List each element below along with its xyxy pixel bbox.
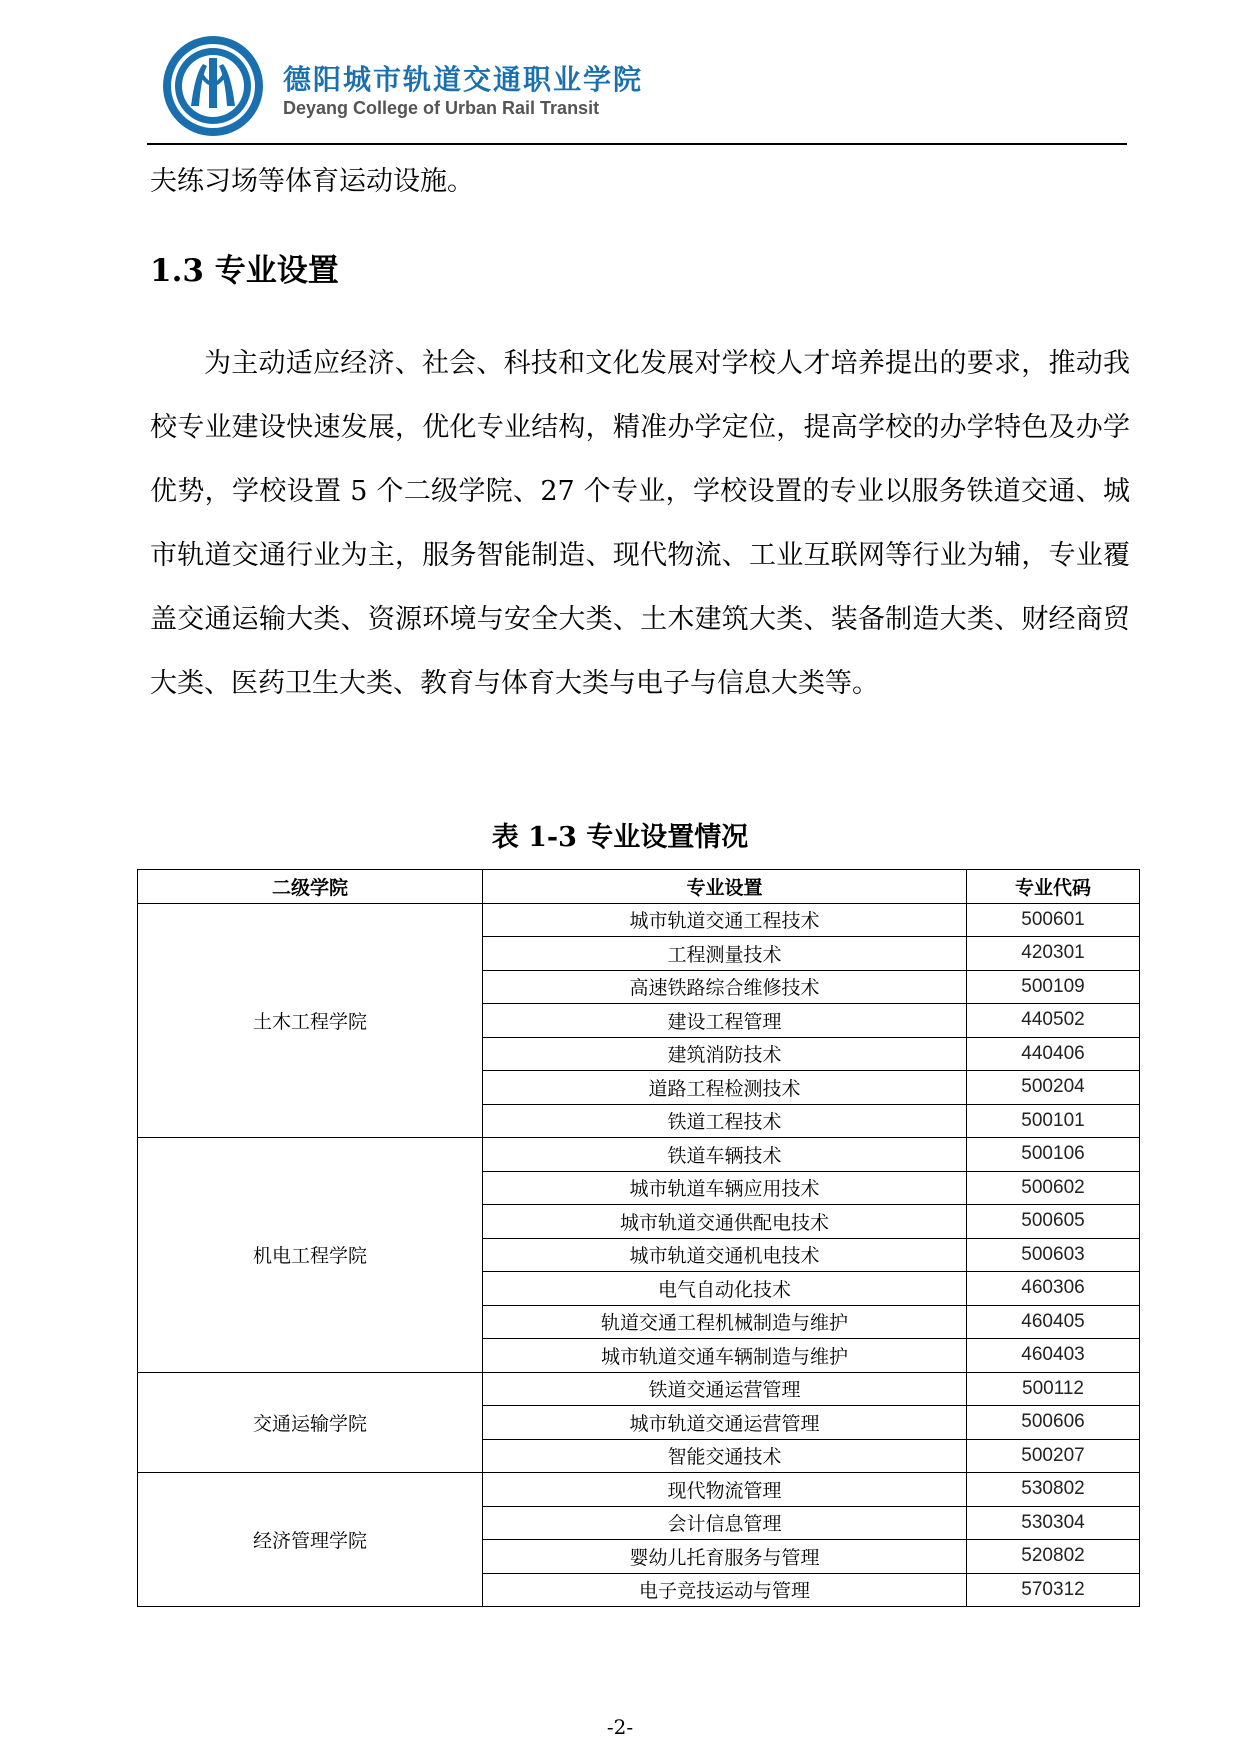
- major-cell: 城市轨道交通机电技术: [483, 1238, 967, 1272]
- major-cell: 智能交通技术: [483, 1439, 967, 1473]
- major-cell: 电气自动化技术: [483, 1272, 967, 1306]
- code-cell: 500109: [967, 970, 1140, 1004]
- code-cell: 500101: [967, 1104, 1140, 1138]
- college-name-en: Deyang College of Urban Rail Transit: [283, 98, 600, 118]
- major-cell: 铁道交通运营管理: [483, 1372, 967, 1406]
- table-row: [138, 1138, 1140, 1172]
- major-cell: 城市轨道交通工程技术: [483, 903, 967, 937]
- page-header: [147, 28, 1127, 146]
- section-heading: 1.3 专业设置: [150, 253, 339, 289]
- major-cell: 高速铁路综合维修技术: [483, 970, 967, 1004]
- code-cell: 500207: [967, 1439, 1140, 1473]
- code-cell: 420301: [967, 937, 1140, 971]
- code-cell: 500204: [967, 1071, 1140, 1105]
- table-row: [138, 903, 1140, 937]
- major-cell: 城市轨道交通车辆制造与维护: [483, 1339, 967, 1373]
- major-cell: 铁道车辆技术: [483, 1138, 967, 1172]
- major-cell: 道路工程检测技术: [483, 1071, 967, 1105]
- code-cell: 440502: [967, 1004, 1140, 1038]
- college-cell: 交通运输学院: [138, 1372, 483, 1473]
- table-header-row: [138, 870, 1140, 904]
- college-cell: 土木工程学院: [138, 903, 483, 1138]
- header-major: 专业设置: [483, 870, 967, 904]
- majors-table: [137, 869, 1140, 1607]
- major-cell: 铁道工程技术: [483, 1104, 967, 1138]
- code-cell: 500606: [967, 1406, 1140, 1440]
- code-cell: 570312: [967, 1573, 1140, 1607]
- code-cell: 530802: [967, 1473, 1140, 1507]
- major-cell: 轨道交通工程机械制造与维护: [483, 1305, 967, 1339]
- major-cell: 城市轨道交通运营管理: [483, 1406, 967, 1440]
- table-body: [138, 903, 1140, 1607]
- college-name-cn: 德阳城市轨道交通职业学院: [283, 63, 644, 96]
- major-cell: 现代物流管理: [483, 1473, 967, 1507]
- major-cell: 城市轨道交通供配电技术: [483, 1205, 967, 1239]
- code-cell: 460405: [967, 1305, 1140, 1339]
- header-code: 专业代码: [967, 870, 1140, 904]
- code-cell: 530304: [967, 1506, 1140, 1540]
- code-cell: 520802: [967, 1540, 1140, 1574]
- code-cell: 500605: [967, 1205, 1140, 1239]
- college-logo-icon: [161, 34, 265, 138]
- code-cell: 460306: [967, 1272, 1140, 1306]
- code-cell: 460403: [967, 1339, 1140, 1373]
- major-cell: 会计信息管理: [483, 1506, 967, 1540]
- body-paragraph: 为主动适应经济、社会、科技和文化发展对学校人才培养提出的要求，推动我校专业建设快速发展，优化专业结构，精准办学定位，提高学校的办学特色及办学优势，学校设置 5 个二级学院、27 个专业，学校设置的专业以服务铁道交通、城市轨道交通行业为主，服务智能制造、现代物流、工业互联网等行业为辅，专业覆盖交通运输大类、资源环境与安全大类、土木建筑大类、装备制造大类、财经商贸大类、医药卫生大类、教育与体育大类与电子与信息大类等。: [150, 348, 1130, 699]
- major-cell: 工程测量技术: [483, 937, 967, 971]
- table-row: [138, 1473, 1140, 1507]
- table-row: [138, 1372, 1140, 1406]
- continued-text: 夫练习场等体育运动设施。: [150, 166, 474, 197]
- code-cell: 440406: [967, 1037, 1140, 1071]
- page-number: -2-: [606, 1715, 634, 1739]
- code-cell: 500106: [967, 1138, 1140, 1172]
- major-cell: 婴幼儿托育服务与管理: [483, 1540, 967, 1574]
- major-cell: 建设工程管理: [483, 1004, 967, 1038]
- code-cell: 500112: [967, 1372, 1140, 1406]
- code-cell: 500602: [967, 1171, 1140, 1205]
- major-cell: 电子竞技运动与管理: [483, 1573, 967, 1607]
- code-cell: 500603: [967, 1238, 1140, 1272]
- major-cell: 建筑消防技术: [483, 1037, 967, 1071]
- major-cell: 城市轨道车辆应用技术: [483, 1171, 967, 1205]
- header-divider: [147, 143, 1127, 145]
- code-cell: 500601: [967, 903, 1140, 937]
- header-college: 二级学院: [138, 870, 483, 904]
- table-caption: 表 1-3 专业设置情况: [491, 822, 749, 853]
- college-cell: 机电工程学院: [138, 1138, 483, 1373]
- college-cell: 经济管理学院: [138, 1473, 483, 1607]
